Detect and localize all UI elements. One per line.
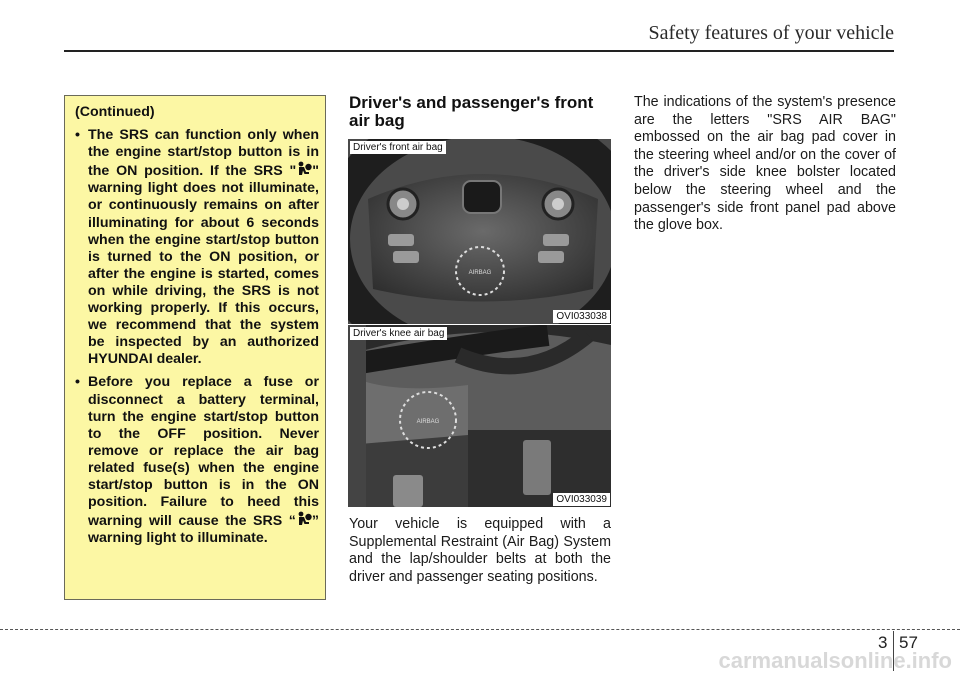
- embossed-airbag-text: AIRBAG: [468, 270, 492, 276]
- bullet-1-text-a: The SRS can function only when the engine start/stop button is in the ON position. If the SRS ": [88, 127, 319, 180]
- airbag-warning-icon: [296, 161, 312, 178]
- embossed-airbag-text: AIRBAG: [416, 419, 440, 425]
- page-number: 57: [899, 633, 918, 652]
- watermark: carmanualsonline.info: [718, 648, 952, 673]
- bullet-2-text-a: Before you replace a fuse or disconnect a battery terminal, turn the engine start/stop button to the OFF position. Never remove or replace the air bag related fuse(s) when the engine start/stop button is in the ON position. Failure to heed this warning will cause the SRS “: [88, 374, 319, 530]
- continued-label: (Continued): [75, 104, 155, 120]
- figure-label: Driver's front air bag: [350, 141, 446, 154]
- knee-bolster-illustration: [348, 325, 611, 507]
- indication-paragraph: The indications of the system's presence are the letters "SRS AIR BAG" embossed on the air bag pad cover in the steering wheel and/or on the cover of the driver's side knee bolster located below the steering wheel and the passenger's side front panel pad above the glove box.: [634, 94, 896, 234]
- bullet-2-text-b: ” warning light to illuminate.: [88, 513, 319, 547]
- warning-bullet-2: [75, 374, 319, 547]
- airbag-warning-icon: [296, 511, 312, 528]
- steering-wheel-airbag-photo: [348, 139, 611, 324]
- figure-code: OVI033038: [553, 310, 610, 323]
- running-header: Safety features of your vehicle: [648, 22, 894, 44]
- warning-box: [64, 95, 326, 600]
- figure-label: Driver's knee air bag: [350, 327, 447, 340]
- section-title: Driver's and passenger's front air bag: [349, 93, 594, 130]
- steering-wheel-illustration: [348, 139, 611, 324]
- chapter-number: 3: [878, 633, 888, 652]
- intro-paragraph: Your vehicle is equipped with a Supplemental Restraint (Air Bag) System and the lap/shoulder belts at both the driver and passenger seating positions.: [349, 516, 611, 585]
- footer-rule: [0, 629, 960, 630]
- bullet-1-text-b: " warning light does not illuminate, or continuously remains on after illuminating for about 6 seconds when the engine start/stop button is turned to the ON position, or after the engine is started, comes on while driving, the SRS is not working properly. If this occurs, we recommend that the system be inspected by an authorized HYUNDAI dealer.: [88, 163, 319, 368]
- knee-airbag-photo: [348, 325, 611, 507]
- warning-bullet-1: [75, 127, 319, 368]
- header-rule: [64, 50, 894, 52]
- figure-code: OVI033039: [553, 493, 610, 506]
